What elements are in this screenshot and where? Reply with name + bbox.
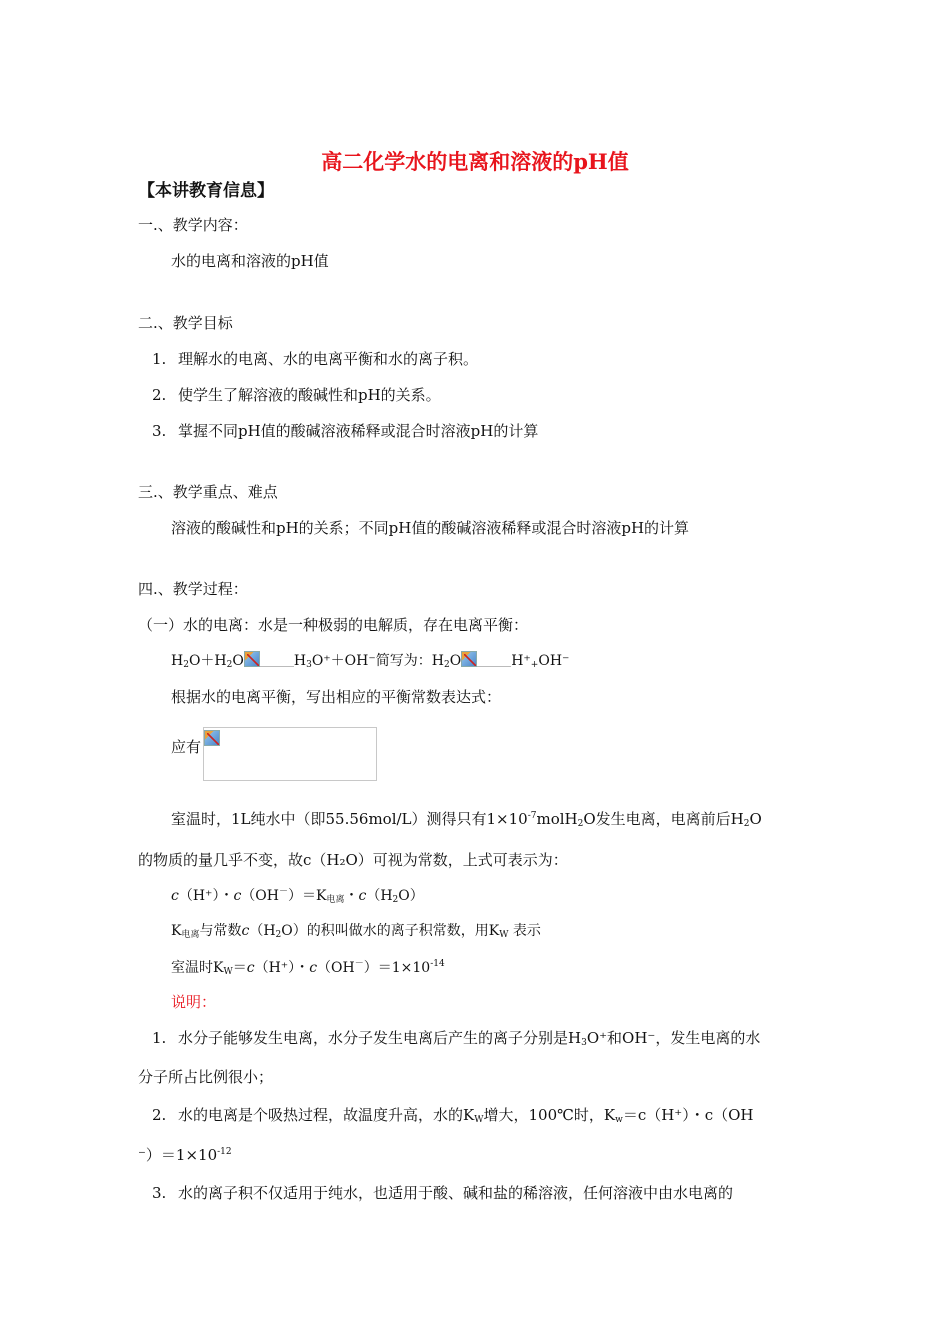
subsection-1-title: （一）水的电离：水是一种极弱的电解质，存在电离平衡： [138,616,529,634]
section-2-heading: 二.、教学目标 [138,314,233,332]
note-item-3: 3. 水的离子积不仅适用于纯水，也适用于酸、碱和盐的稀溶液，任何溶液中由水电离的 [152,1184,734,1202]
equilibrium-constant-image [203,727,377,781]
note-item-1: 1. 水分子能够发生电离，水分子发生电离后产生的离子分别是$H_3O^+$和OH⁻，发生电离的水 [152,1029,761,1048]
paragraph-line-2: 的物质的量几乎不变，故c（H₂O）可视为常数，上式可表示为： [138,851,568,869]
note-label: 说明： [171,993,217,1011]
note-item-1-cont: 分子所占比例很小； [138,1068,274,1086]
section-4-heading: 四.、教学过程： [138,580,248,598]
equation-intro: 根据水的电离平衡，写出相应的平衡常数表达式： [171,688,502,706]
section-3-body: 溶液的酸碱性和pH的关系；不同pH值的酸碱溶液稀释或混合时溶液pH的计算 [171,519,690,537]
note-item-2-cont: $^-)=1\times 10^{-12}$ [138,1146,232,1164]
ionization-equation: $H_2O+H_2O$ $H_3O^++OH^-$简写为：$H_2O$ $H^+_+OH^-$ [171,653,570,670]
note-item-2: 2. 水的电离是个吸热过程，故温度升高，水的$K_W$增大，100℃时，$K_w=c(H^+)$・c（OH [152,1106,754,1125]
equilibrium-arrow-icon [461,651,477,667]
ying-you-label: 应有 [171,738,202,756]
equilibrium-arrow-icon [244,651,260,667]
list-item: 1. 理解水的电离、水的电离平衡和水的离子积。 [152,350,479,368]
paragraph-line-1: 室温时，1L纯水中（即55.56mol/L）测得只有$1\times 10^{-7}molH_2O$发生电离，电离前后$H_2O$ [171,810,762,829]
page-title: 高二化学水的电离和溶液的pH值 [321,149,629,174]
formula-1: c（H⁺）・$c(OH^-)=K_{电离}$・$c(H_2O)$ [171,887,424,905]
formula-2: $K_{电离}$与常数$c(H_2O)$的积叫做水的离子积常数，用$K_W$ 表示 [171,923,541,940]
list-item: 3. 掌握不同pH值的酸碱溶液稀释或混合时溶液pH的计算 [152,422,539,440]
section-3-heading: 三.、教学重点、难点 [138,483,278,501]
section-1-heading: 一.、教学内容： [138,216,248,234]
section-1-body: 水的电离和溶液的pH值 [171,252,329,270]
list-item: 2. 使学生了解溶液的酸碱性和pH的关系。 [152,386,441,404]
formula-3: 室温时$K_W=c(H^+)$・$c(OH^-)=1\times 10^{-14}$ [171,959,445,977]
section-header: 【本讲教育信息】 [138,181,274,201]
